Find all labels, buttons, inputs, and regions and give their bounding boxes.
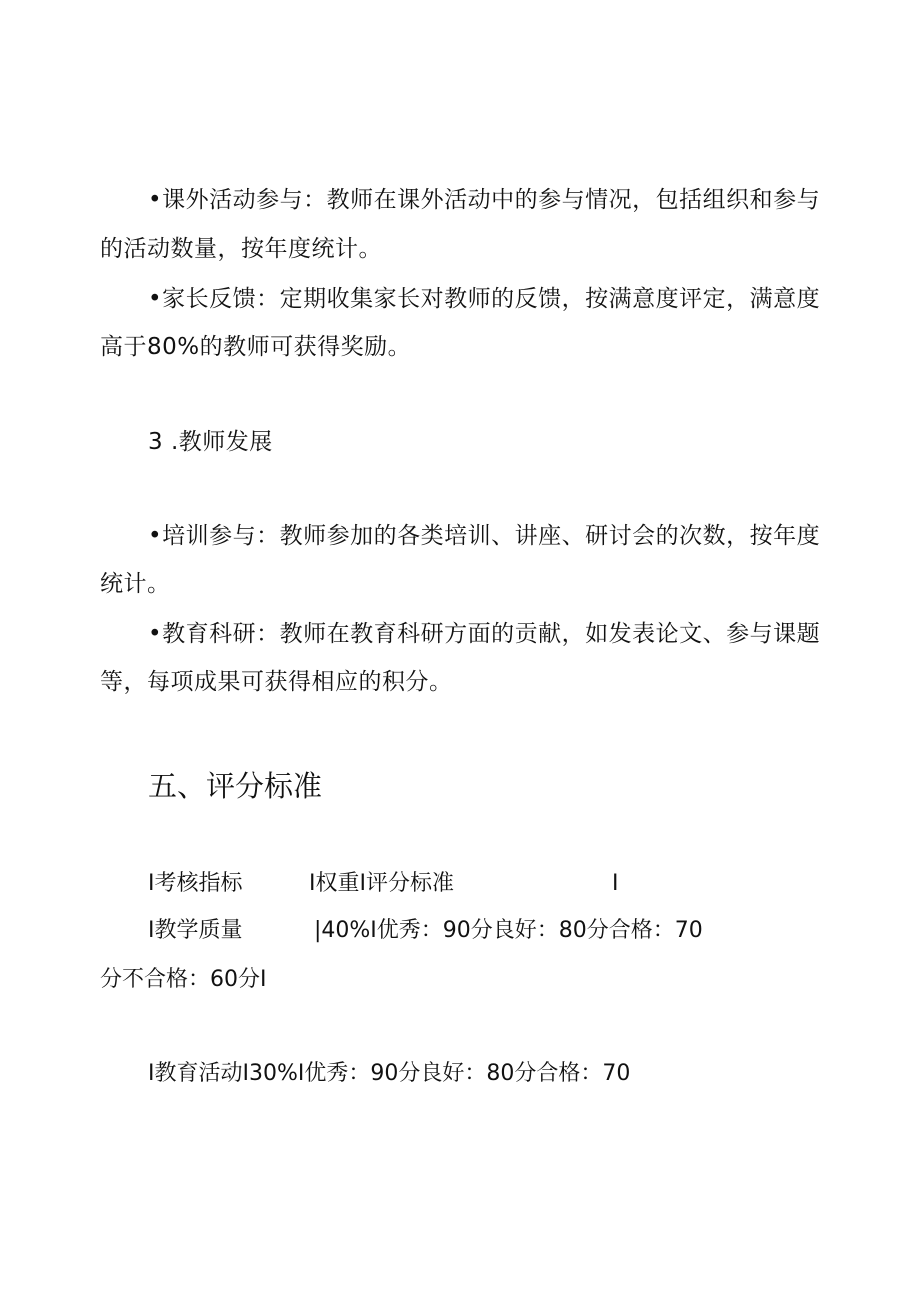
training-line-2: 统计。 bbox=[100, 571, 171, 597]
parent-feedback-line-2: 高于80%的教师可获得奖励。 bbox=[100, 334, 412, 360]
table-header-col3: I bbox=[612, 871, 619, 896]
section-3-title: 3 .教师发展 bbox=[148, 429, 273, 455]
table-row2: I教育活动I30%I优秀：90分良好：80分合格：70 bbox=[148, 1061, 631, 1086]
training-line-1: •培训参与：教师参加的各类培训、讲座、研讨会的次数，按年度 bbox=[148, 523, 821, 549]
extracurricular-bullet-line-2: 的活动数量，按年度统计。 bbox=[100, 236, 382, 262]
table-header-col2: I权重I评分标准 bbox=[309, 871, 454, 896]
table-header-col1: I考核指标 bbox=[148, 871, 243, 896]
extracurricular-bullet-line-1: •课外活动参与：教师在课外活动中的参与情况，包括组织和参与 bbox=[148, 187, 821, 213]
table-row1-wrap: 分不合格：60分I bbox=[100, 967, 267, 992]
table-row1-col1: I教学质量 bbox=[148, 918, 243, 943]
research-line-1: •教育科研：教师在教育科研方面的贡献，如发表论文、参与课题 bbox=[148, 621, 821, 647]
table-row1-col2: |40%I优秀：90分良好：80分合格：70 bbox=[314, 918, 703, 943]
section-5-title: 五、评分标准 bbox=[148, 769, 323, 803]
research-line-2: 等，每项成果可获得相应的积分。 bbox=[100, 669, 453, 695]
parent-feedback-line-1: •家长反馈：定期收集家长对教师的反馈，按满意度评定，满意度 bbox=[148, 286, 821, 312]
